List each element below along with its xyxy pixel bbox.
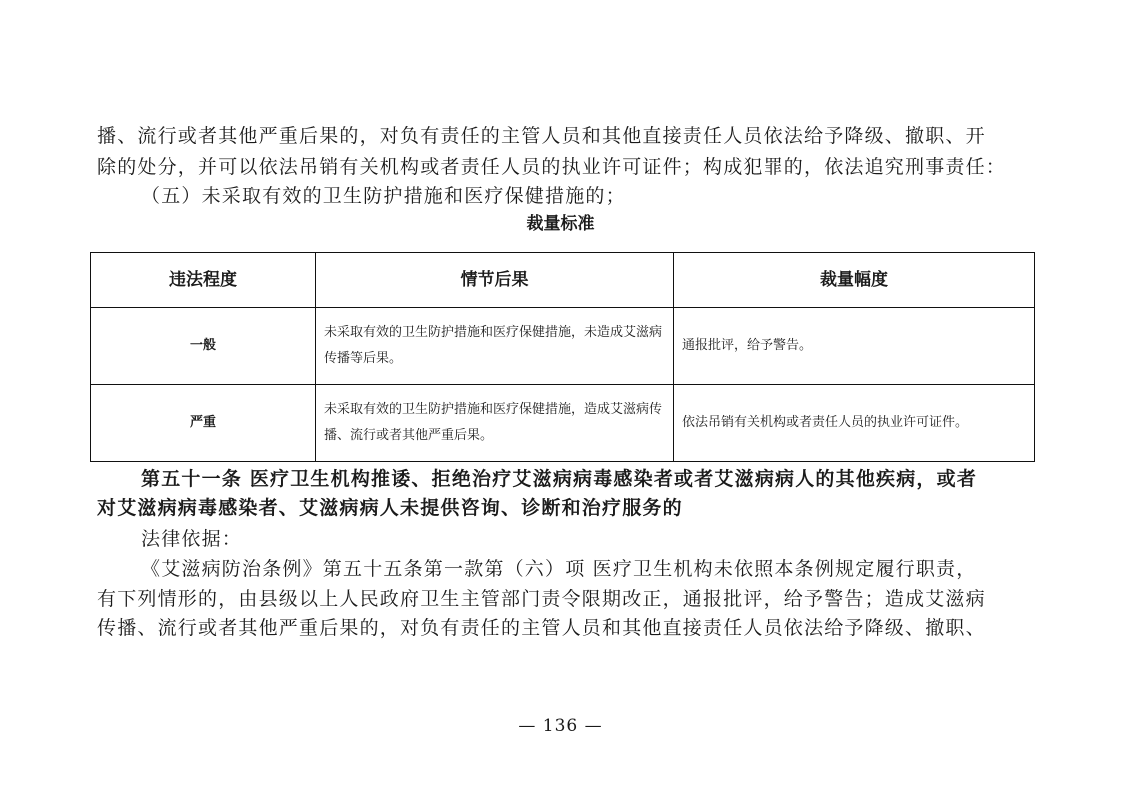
paragraph-line: 除的处分，并可以依法吊销有关机构或者责任人员的执业许可证件；构成犯罪的，依法追究刑事责任： — [97, 156, 1007, 178]
violation-level-cell: 严重 — [91, 385, 316, 462]
table-row — [91, 308, 1035, 385]
list-item: （五）未采取有效的卫生防护措施和医疗保健措施的； — [141, 185, 626, 207]
circumstances-cell: 未采取有效的卫生防护措施和医疗保健措施，造成艾滋病传播、流行或者其他严重后果。 — [316, 385, 674, 462]
column-header-violation-level: 违法程度 — [91, 253, 316, 308]
paragraph-line: 播、流行或者其他严重后果的，对负有责任的主管人员和其他直接责任人员依法给予降级、撤职、开 — [97, 125, 986, 147]
penalty-cell: 依法吊销有关机构或者责任人员的执业许可证件。 — [674, 385, 1035, 462]
paragraph-line: 《艾滋病防治条例》第五十五条第一款第（六）项 医疗卫生机构未依照本条例规定履行职责， — [141, 558, 977, 580]
penalty-cell: 通报批评，给予警告。 — [674, 308, 1035, 385]
discretion-standards-table — [90, 252, 1035, 462]
page-number: — 136 — — [518, 716, 603, 736]
paragraph-line: 有下列情形的，由县级以上人民政府卫生主管部门责令限期改正，通报批评，给予警告；造成艾滋病 — [97, 588, 986, 610]
paragraph-line: 传播、流行或者其他严重后果的，对负有责任的主管人员和其他直接责任人员依法给予降级、撤职、 — [97, 617, 986, 639]
violation-level-cell: 一般 — [91, 308, 316, 385]
table-row — [91, 385, 1035, 462]
article-heading: 对艾滋病病毒感染者、艾滋病病人未提供咨询、诊断和治疗服务的 — [97, 497, 683, 519]
circumstances-cell: 未采取有效的卫生防护措施和医疗保健措施，未造成艾滋病传播等后果。 — [316, 308, 674, 385]
table-title: 裁量标准 — [526, 214, 595, 234]
legal-basis-label: 法律依据： — [141, 528, 243, 550]
column-header-circumstances: 情节后果 — [316, 253, 674, 308]
table-header-row — [91, 253, 1035, 308]
article-heading: 第五十一条 医疗卫生机构推诿、拒绝治疗艾滋病病毒感染者或者艾滋病病人的其他疾病，或者 — [141, 468, 978, 490]
column-header-penalty-range: 裁量幅度 — [674, 253, 1035, 308]
